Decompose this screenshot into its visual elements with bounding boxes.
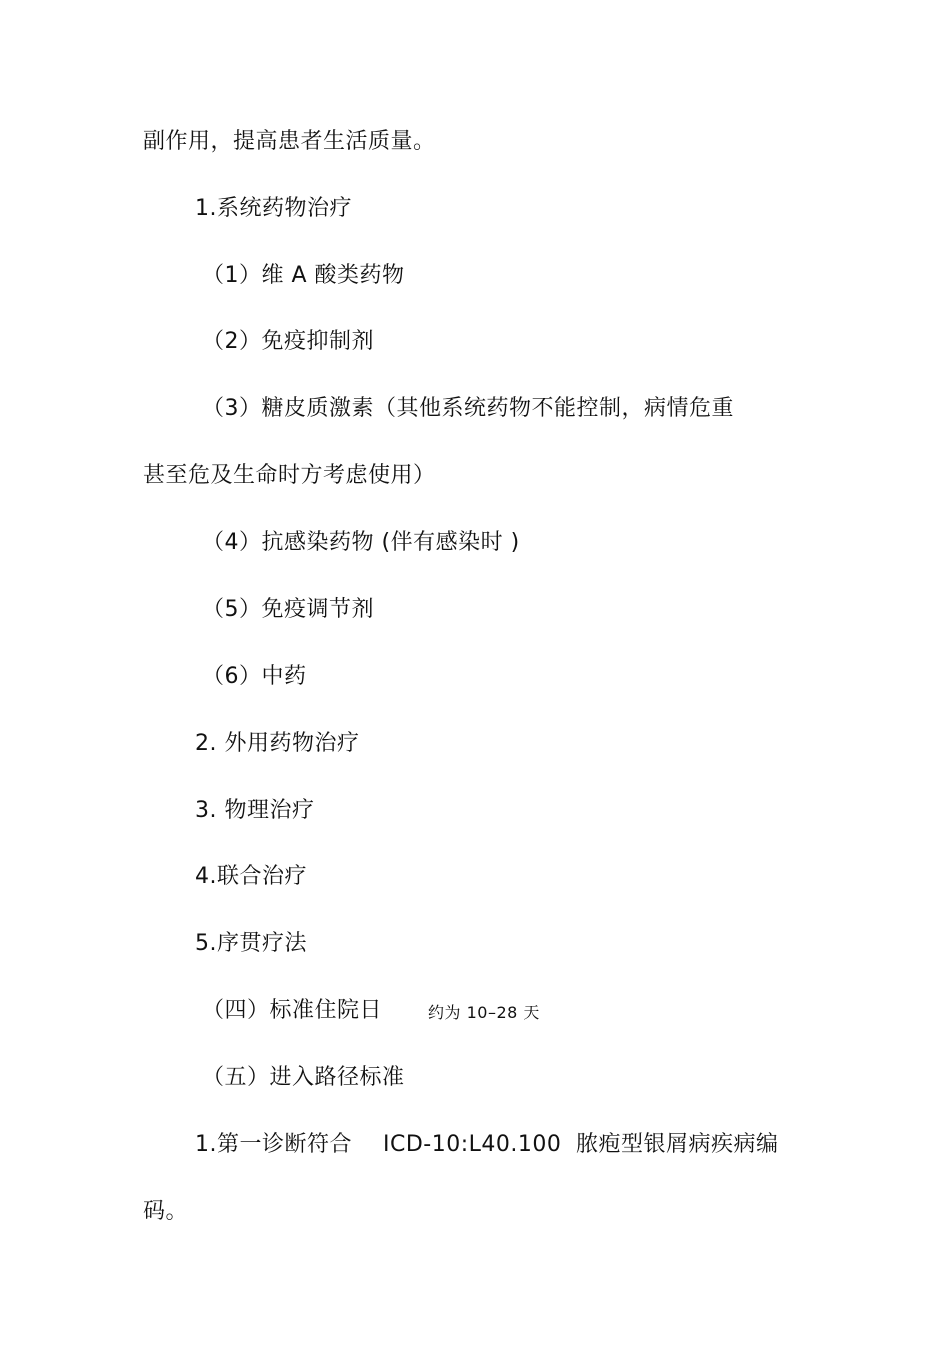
list-item: （1）维 A 酸类药物	[202, 263, 405, 288]
paragraph-line: 码。	[143, 1199, 189, 1224]
hospital-days-value: 约为 10–28 天	[428, 1003, 540, 1022]
list-item: 3. 物理治疗	[195, 798, 315, 823]
list-item: 1.系统药物治疗	[195, 196, 352, 221]
section-heading: （五）进入路径标准	[202, 1065, 405, 1090]
diagnosis-prefix: 1.第一诊断符合	[195, 1132, 352, 1157]
list-item: （4）抗感染药物 (伴有感染时 )	[202, 530, 520, 555]
list-item: （5）免疫调节剂	[202, 597, 374, 622]
list-item: （6）中药	[202, 664, 307, 689]
list-item: 5.序贯疗法	[195, 931, 307, 956]
list-item: 4.联合治疗	[195, 864, 307, 889]
paragraph-line: 甚至危及生命时方考虑使用）	[143, 463, 436, 488]
list-item: 2. 外用药物治疗	[195, 731, 360, 756]
list-item: （3）糖皮质激素（其他系统药物不能控制，病情危重	[202, 396, 734, 421]
diagnosis-code: ICD-10:L40.100	[383, 1132, 562, 1157]
diagnosis-suffix: 脓疱型银屑病疾病编	[576, 1132, 779, 1157]
paragraph-line: 副作用，提高患者生活质量。	[143, 129, 436, 154]
list-item: （2）免疫抑制剂	[202, 329, 374, 354]
section-heading: （四）标准住院日	[202, 998, 383, 1023]
